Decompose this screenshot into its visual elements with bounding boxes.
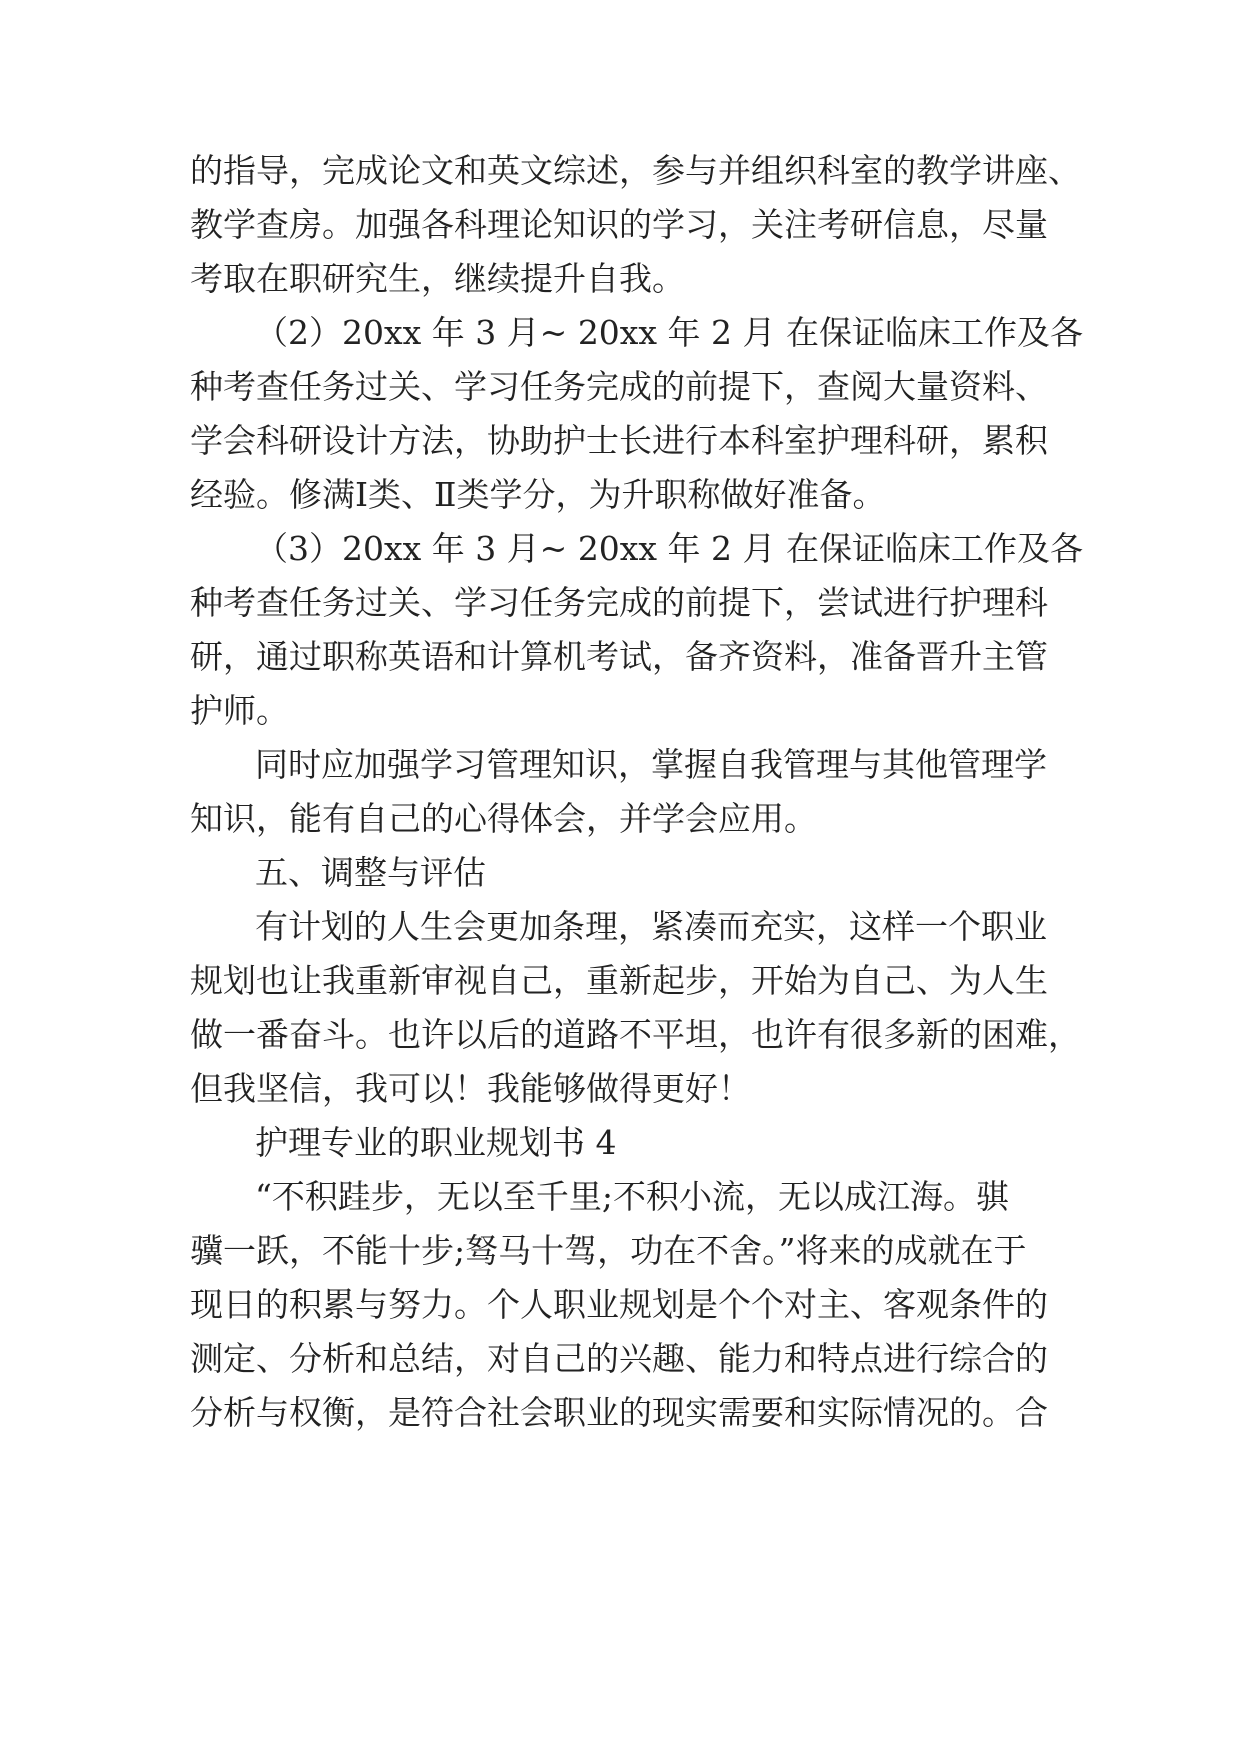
text-line: （3）20xx 年 3 月~ 20xx 年 2 月 在保证临床工作及各 <box>255 529 1083 568</box>
text-line: 测定、分析和总结，对自己的兴趣、能力和特点进行综合的 <box>190 1339 1048 1378</box>
text-line: 学会科研设计方法，协助护士长进行本科室护理科研，累积 <box>190 421 1048 460</box>
text-line: 现日的积累与努力。个人职业规划是个个对主、客观条件的 <box>190 1285 1048 1324</box>
text-line: 考取在职研究生，继续提升自我。 <box>190 259 685 298</box>
text-line: 骥一跃，不能十步;驽马十驾，功在不舍。”将来的成就在于 <box>190 1231 1027 1270</box>
text-line: 护师。 <box>190 691 289 730</box>
text-line: 规划也让我重新审视自己，重新起步，开始为自己、为人生 <box>190 961 1048 1000</box>
text-line: 做一番奋斗。也许以后的道路不平坦，也许有很多新的困难， <box>190 1015 1081 1054</box>
text-line: 种考查任务过关、学习任务完成的前提下，查阅大量资料、 <box>190 367 1048 406</box>
text-line: 但我坚信，我可以！我能够做得更好！ <box>190 1069 751 1108</box>
text-line: 研，通过职称英语和计算机考试，备齐资料，准备晋升主管 <box>190 637 1048 676</box>
text-line: （2）20xx 年 3 月~ 20xx 年 2 月 在保证临床工作及各 <box>255 313 1083 352</box>
text-line: 教学查房。加强各科理论知识的学习，关注考研信息，尽量 <box>190 205 1048 244</box>
section-title: 护理专业的职业规划书 4 <box>255 1123 617 1162</box>
section-heading: 五、调整与评估 <box>255 853 486 892</box>
text-line: 的指导，完成论文和英文综述，参与并组织科室的教学讲座、 <box>190 151 1081 190</box>
text-line: 同时应加强学习管理知识，掌握自我管理与其他管理学 <box>255 745 1047 784</box>
text-line: 知识，能有自己的心得体会，并学会应用。 <box>190 799 817 838</box>
text-line: 种考查任务过关、学习任务完成的前提下，尝试进行护理科 <box>190 583 1048 622</box>
text-line: 有计划的人生会更加条理，紧凑而充实，这样一个职业 <box>255 907 1047 946</box>
text-line: “不积跬步，无以至千里;不积小流，无以成江海。骐 <box>255 1177 1009 1216</box>
text-line: 分析与权衡，是符合社会职业的现实需要和实际情况的。合 <box>190 1393 1048 1432</box>
text-line: 经验。修满Ⅰ类、Ⅱ类学分，为升职称做好准备。 <box>190 475 886 514</box>
